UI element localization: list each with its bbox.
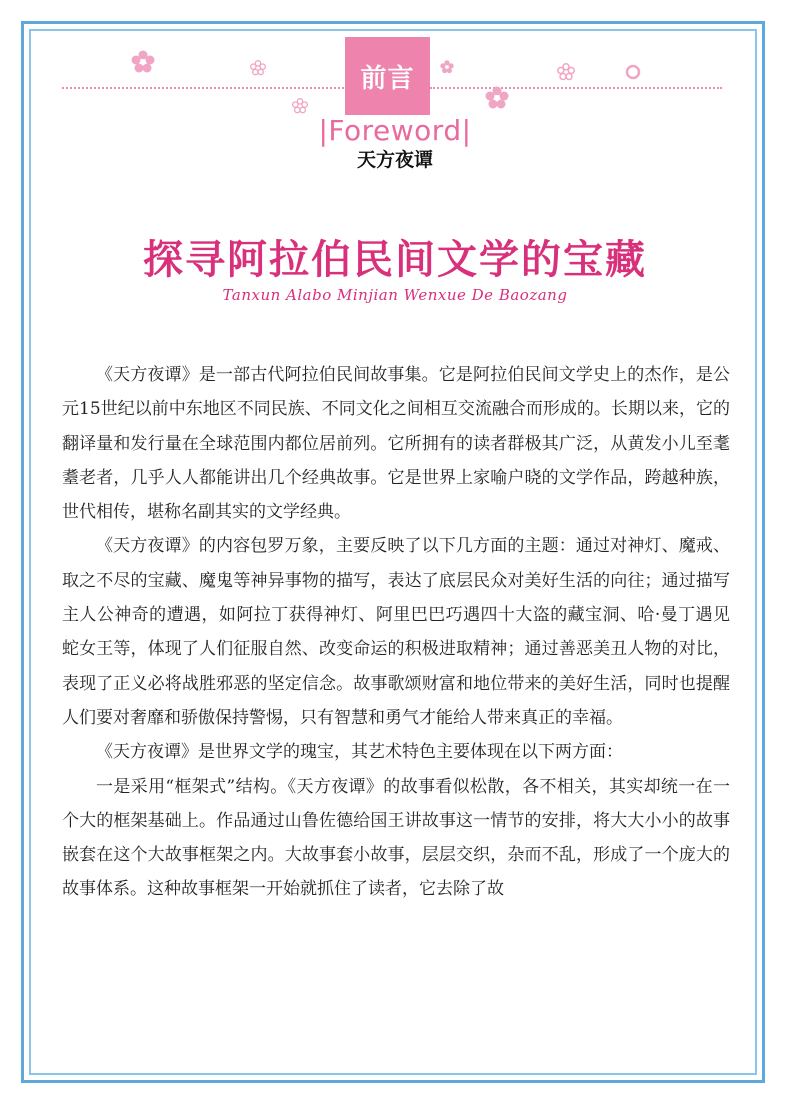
- foreword-badge: 前言: [345, 37, 430, 115]
- paragraph: 《天方夜谭》是世界文学的瑰宝，其艺术特色主要体现在以下两方面：: [96, 742, 623, 763]
- paragraph: 《天方夜谭》是一部古代阿拉伯民间故事集。它是阿拉伯民间文学史上的杰作，是公元15世纪以前中东地区不同民族、不同文化之间相互交流融合而形成的。长期以来，它的翻译量和发行量在全球范围内都位居前列。它所拥有的读者群极其广泛，从黄发小儿至耄耋老者，几乎人人都能讲出几个经典故事。它是世界上家喻户晓的文学作品，跨越种族，世代相传，堪称名副其实的文学经典。: [62, 365, 730, 523]
- paragraph: 《天方夜谭》的内容包罗万象，主要反映了以下几方面的主题：通过对神灯、魔戒、取之不尽的宝藏、魔鬼等神异事物的描写，表达了底层民众对美好生活的向往；通过描写主人公神奇的遭遇，如阿拉丁获得神灯、阿里巴巴巧遇四十大盗的藏宝洞、哈·曼丁遇见蛇女王等，体现了人们征服自然、改变命运的积极进取精神；通过善恶美丑人物的对比，表现了正义必将战胜邪恶的坚定信念。故事歌颂财富和地位带来的美好生活，同时也提醒人们要对奢靡和骄傲保持警惕，只有智慧和勇气才能给人带来真正的幸福。: [62, 536, 730, 728]
- page-title-pinyin: Tanxun Alabo Minjian Wenxue De Baozang: [222, 286, 568, 304]
- flower-icon: [485, 86, 509, 110]
- flower-icon: [250, 60, 266, 76]
- ring-icon: [625, 64, 641, 80]
- dotted-divider-right: [430, 87, 722, 89]
- foreword-body: [62, 358, 730, 907]
- book-title: 天方夜谭: [356, 149, 433, 171]
- foreword-label: |Foreword|: [318, 114, 472, 147]
- flower-icon: [292, 98, 308, 114]
- flower-icon: [440, 60, 454, 74]
- page-title: 探寻阿拉伯民间文学的宝藏: [143, 236, 647, 283]
- dotted-divider-left: [62, 87, 344, 89]
- paragraph: 一是采用“框架式”结构。《天方夜谭》的故事看似松散，各不相关，其实却统一在一个大的框架基础上。作品通过山鲁佐德给国王讲故事这一情节的安排，将大大小小的故事嵌套在这个大故事框架之内。大故事套小故事，层层交织，杂而不乱，形成了一个庞大的故事体系。这种故事框架一开始就抓住了读者，它去除了故: [62, 776, 730, 900]
- flower-icon: [131, 50, 155, 74]
- flower-icon: [557, 63, 575, 81]
